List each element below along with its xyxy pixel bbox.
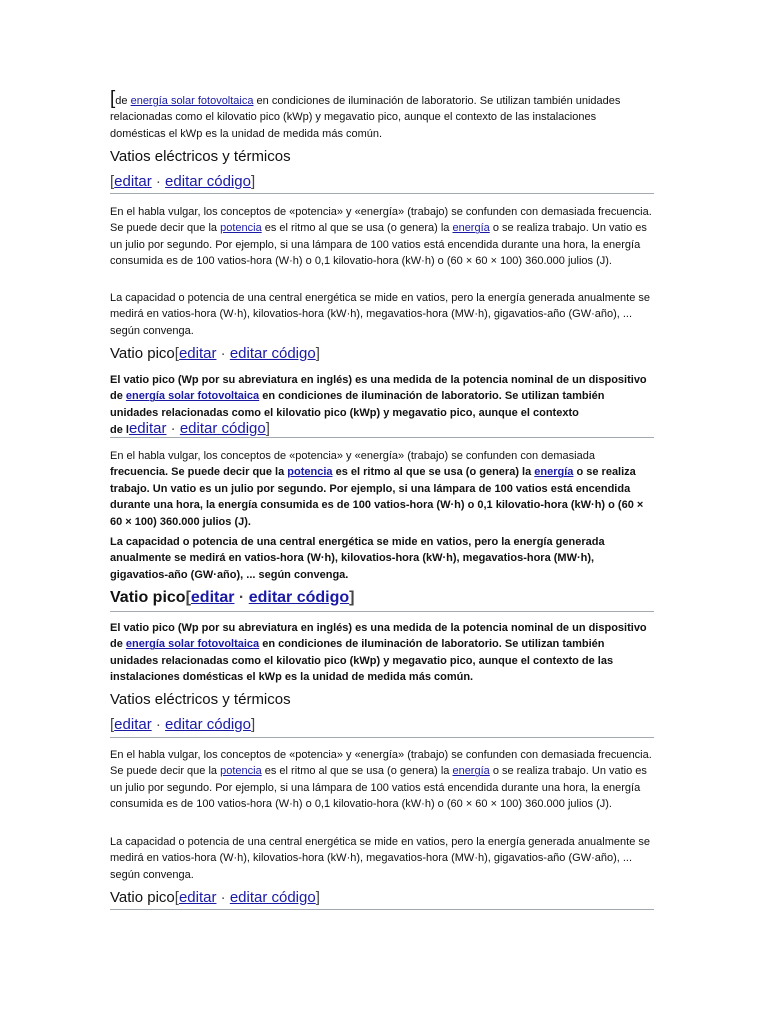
section-heading-vatio-pico: Vatio pico[editar · editar código] [110,589,355,606]
text-run: En el habla vulgar, los conceptos de «potencia» y «energía» (trabajo) se confunden con demasiada [110,450,595,462]
text-run: o se realiza trabajo. Un vatio es un julio por segundo. Por ejemplo, si una lámpara de 100 vatios está encendida durante una hora, la energía consumida es de 100 vatios-hora (W·h) o 0,1 kilovatio-hora (kW·h) o (60 × 60 × 100) 360.000 julios (J). [110,466,644,528]
section-divider [110,437,654,438]
edit-link[interactable]: editar [128,420,167,437]
paragraph: La capacidad o potencia de una central energética se mide en vatios, pero la energía generada anualmente se medirá en vatios-hora (W·h), kilovatios-hora (kW·h), megavatios-hora (MW·h), gigavatios-año (GW·año), ... según convenga. [110,836,650,881]
inline-link[interactable]: energía [534,466,574,479]
edit-code-link[interactable]: editar código [229,345,316,362]
edit-code-link[interactable]: editar código [165,173,251,190]
text-run: es el ritmo al que se usa (o genera) la [261,765,453,778]
text-run: o se realiza trabajo. Un vatio es un julio por segundo. Por ejemplo, si una lámpara de 100 vatios está encendida durante una hora, la energía consumida es de 100 vatios-hora (W·h) o 0,1 kilovatio-hora (kW·h) o (60 × 60 × 100) 360.000 julios (J). [110,765,647,811]
text-run: de [115,95,131,107]
text-run: El vatio pico (Wp por su abreviatura en inglés) es una medida de la potencia nominal de un dispositivo de [110,622,647,651]
section-divider [110,611,654,612]
heading-text: Vatio pico [110,589,186,606]
text-run: es el ritmo al que se usa (o genera) la [261,222,453,235]
text-run: En el habla vulgar, los conceptos de «potencia» y «energía» (trabajo) se confunden con demasiada frecuencia. Se puede decir que la [110,749,652,778]
text-run: es el ritmo al que se usa (o genera) la [332,466,535,479]
inline-link[interactable]: energía solar fotovoltaica [130,95,254,107]
paragraph: La capacidad o potencia de una central energética se mide en vatios, pero la energía generada anualmente se medirá en vatios-hora (W·h), kilovatios-hora (kW·h), megavatios-hora (MW·h), gigavatios-año (GW·año), ... según convenga. [110,536,605,581]
section-heading-vatio-pico: Vatio pico[editar · editar código] [110,345,320,362]
section-divider [110,193,654,194]
edit-links: [editar · editar código] [110,716,256,733]
section-divider [110,909,654,910]
edit-code-link[interactable]: editar código [165,716,251,733]
edit-link[interactable]: editar [190,589,235,606]
inline-link[interactable]: energía [452,222,490,235]
text-run: en condiciones de iluminación de laboratorio. Se utilizan también unidades relacionadas como el kilovatio pico (kWp) y megavatio pico, aunque el contexto de las instalaciones domésticas el kWp es la unidad de medida más común. [110,638,614,684]
edit-code-link[interactable]: editar código [248,589,350,606]
paragraph [110,620,654,686]
paragraph [110,747,654,813]
inline-link[interactable]: energía solar fotovoltaica [125,638,260,651]
edit-link[interactable]: editar [114,173,152,190]
text-run: en condiciones de iluminación de laboratorio. Se utilizan también unidades relacionadas como el kilovatio pico (kWp) y megavatio pico, aunque el contexto [110,390,605,419]
text-run: En el habla vulgar, los conceptos de «potencia» y «energía» (trabajo) se confunden con demasiada frecuencia. Se puede decir que la [110,206,652,235]
section-heading-vatios-electricos [110,690,654,710]
text-run: o se realiza trabajo. Un vatio es un julio por segundo. Por ejemplo, si una lámpara de 100 vatios está encendida durante una hora, la energía consumida es de 100 vatios-hora (W·h) o 0,1 kilovatio-hora (kW·h) o (60 × 60 × 100) 360.000 julios (J). [110,222,647,268]
heading-text: Vatios eléctricos y térmicos [110,691,291,708]
inline-link[interactable]: potencia [220,765,262,778]
paragraph [110,372,654,421]
edit-link[interactable]: editar [178,345,217,362]
inline-link[interactable]: energía solar fotovoltaica [125,390,260,403]
inline-link[interactable]: potencia [287,466,333,479]
section-heading-vatio-pico: Vatio pico[editar · editar código] [110,889,320,906]
heading-text: Vatio pico [110,889,175,906]
heading-text: Vatios eléctricos y térmicos [110,148,291,165]
text-run: en condiciones de iluminación de laboratorio. Se utilizan también unidades relacionadas como el kilovatio pico (kWp) y megavatio pico, aunque el contexto de las instalaciones domésticas el kWp es la unidad de medida más común. [110,95,621,140]
text-run: frecuencia. Se puede decir que la [110,466,288,479]
intro-bracket: [ [110,88,116,109]
overlap-line: de leditar · editar código] [110,420,270,437]
paragraph [110,204,654,270]
heading-text: Vatio pico [110,345,175,362]
section-heading-vatios-electricos [110,147,654,167]
edit-link[interactable]: editar [114,716,152,733]
edit-link[interactable]: editar [178,889,217,906]
edit-code-link[interactable]: editar código [179,420,266,437]
inline-link[interactable]: potencia [220,222,262,235]
edit-links: [editar · editar código] [110,173,256,190]
paragraph [110,448,654,530]
intro-paragraph [110,88,654,142]
paragraph: La capacidad o potencia de una central energética se mide en vatios, pero la energía generada anualmente se medirá en vatios-hora (W·h), kilovatios-hora (kW·h), megavatios-hora (MW·h), gigavatios-año (GW·año), ... según convenga. [110,292,650,337]
section-divider [110,737,654,738]
inline-link[interactable]: energía [452,765,490,778]
text-run: El vatio pico (Wp por su abreviatura en inglés) es una medida de la potencia nominal de un dispositivo de [110,374,647,403]
edit-code-link[interactable]: editar código [229,889,316,906]
